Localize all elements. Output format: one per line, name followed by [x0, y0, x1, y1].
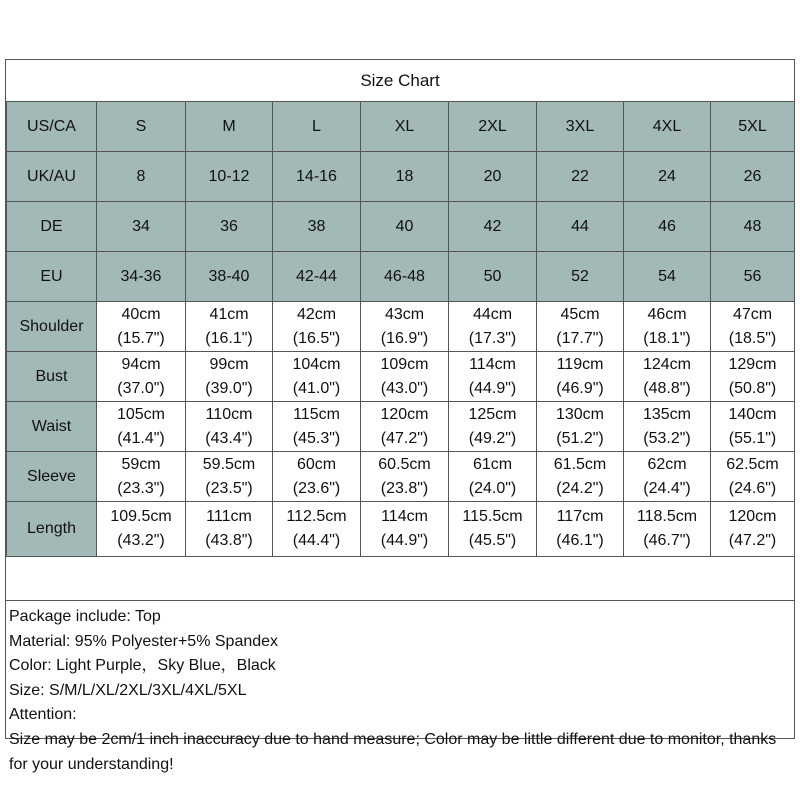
size-cell: 40	[361, 202, 449, 252]
cm-value: 140cm	[728, 405, 777, 423]
cm-value: 59.5cm	[202, 455, 256, 473]
measure-cell	[273, 352, 361, 402]
cm-value: 125cm	[468, 405, 517, 423]
inch-value: (18.5")	[728, 329, 777, 347]
measure-cell	[273, 502, 361, 557]
measure-cell	[537, 302, 624, 352]
measure-cell	[273, 302, 361, 352]
row-label: DE	[7, 202, 97, 252]
measure-cell	[711, 502, 795, 557]
cm-value: 94cm	[121, 355, 161, 373]
inch-value: (55.1")	[728, 429, 777, 447]
cm-value: 62.5cm	[726, 455, 779, 473]
measure-cell	[361, 402, 449, 452]
inch-value: (44.4")	[292, 532, 341, 549]
measure-cell	[186, 402, 273, 452]
cm-value: 60.5cm	[378, 455, 431, 473]
size-cell: 20	[449, 152, 537, 202]
cm-value: 115cm	[293, 405, 340, 423]
measure-cell	[537, 502, 624, 557]
size-cell: 46	[624, 202, 711, 252]
note-line: Color: Light Purple，Sky Blue，Black	[9, 657, 276, 675]
size-cell: 46-48	[361, 252, 449, 302]
size-cell: 4XL	[624, 102, 711, 152]
inch-value: (47.2")	[380, 429, 429, 447]
inch-value: (46.1")	[556, 532, 604, 549]
measure-cell	[449, 502, 537, 557]
row-label: EU	[7, 252, 97, 302]
size-cell: 56	[711, 252, 795, 302]
row-label: UK/AU	[7, 152, 97, 202]
row-label: Bust	[7, 352, 97, 402]
inch-value: (46.7")	[643, 532, 691, 549]
row-label: Shoulder	[7, 302, 97, 352]
size-cell: 42	[449, 202, 537, 252]
size-chart	[5, 59, 795, 773]
inch-value: (23.3")	[117, 479, 165, 497]
measure-row	[7, 502, 795, 557]
inch-value: (47.2")	[728, 532, 777, 549]
inch-value: (23.6")	[292, 479, 341, 497]
measure-cell	[186, 452, 273, 502]
size-cell: 48	[711, 202, 795, 252]
cm-value: 119cm	[556, 355, 604, 373]
inch-value: (48.8")	[643, 379, 691, 397]
measure-cell	[449, 302, 537, 352]
note-line: Material: 95% Polyester+5% Spandex	[9, 632, 279, 650]
product-notes	[6, 600, 794, 777]
measure-cell	[537, 352, 624, 402]
size-cell: 14-16	[273, 152, 361, 202]
inch-value: (44.9")	[468, 379, 517, 397]
inch-value: (41.4")	[117, 429, 165, 447]
size-cell: 24	[624, 152, 711, 202]
cm-value: 109cm	[380, 355, 429, 373]
measure-cell	[449, 452, 537, 502]
chart-title: Size Chart	[6, 60, 794, 102]
inch-value: (24.2")	[556, 479, 604, 497]
inch-value: (43.2")	[117, 532, 165, 549]
cm-value: 104cm	[292, 355, 341, 373]
inch-value: (43.0")	[380, 379, 429, 397]
cm-value: 129cm	[728, 355, 777, 373]
measure-cell	[186, 352, 273, 402]
size-cell: 42-44	[273, 252, 361, 302]
cm-value: 60cm	[296, 455, 337, 473]
size-cell: 26	[711, 152, 795, 202]
measure-cell	[97, 452, 186, 502]
size-cell: S	[97, 102, 186, 152]
measure-cell	[97, 402, 186, 452]
inch-value: (50.8")	[728, 379, 777, 397]
cm-value: 118.5cm	[636, 508, 698, 525]
size-cell: 18	[361, 152, 449, 202]
inch-value: (43.8")	[205, 532, 253, 549]
size-cell: 10-12	[186, 152, 273, 202]
size-cell: M	[186, 102, 273, 152]
inch-value: (17.7")	[556, 329, 604, 347]
measure-cell	[624, 452, 711, 502]
measure-row	[7, 452, 795, 502]
cm-value: 42cm	[296, 305, 337, 323]
cm-value: 109.5cm	[110, 508, 172, 525]
measure-cell	[537, 402, 624, 452]
cm-value: 111cm	[206, 508, 252, 525]
cm-value: 124cm	[642, 355, 692, 373]
measure-cell	[97, 302, 186, 352]
measure-cell	[537, 452, 624, 502]
cm-value: 43cm	[384, 305, 425, 323]
cm-value: 130cm	[555, 405, 605, 423]
cm-value: 117cm	[556, 508, 604, 525]
cm-value: 120cm	[728, 508, 777, 525]
cm-value: 45cm	[560, 305, 600, 323]
cm-value: 114cm	[469, 355, 516, 373]
inch-value: (49.2")	[468, 429, 517, 447]
size-cell: 34	[97, 202, 186, 252]
measure-cell	[449, 402, 537, 452]
note-line: Size may be 2cm/1 inch inaccuracy due to hand measure; Color may be little different due to monitor, thanks for your understanding!	[9, 730, 781, 773]
size-cell: 22	[537, 152, 624, 202]
cm-value: 112.5cm	[286, 508, 347, 525]
inch-value: (16.9")	[380, 329, 429, 347]
measure-cell	[186, 302, 273, 352]
size-cell: 5XL	[711, 102, 795, 152]
measure-cell	[624, 302, 711, 352]
measure-cell	[624, 502, 711, 557]
measure-cell	[361, 302, 449, 352]
size-cell: L	[273, 102, 361, 152]
measure-cell	[624, 352, 711, 402]
size-cell: 36	[186, 202, 273, 252]
size-row	[7, 252, 795, 302]
size-row	[7, 202, 795, 252]
size-cell: 44	[537, 202, 624, 252]
inch-value: (23.8")	[380, 479, 429, 497]
measure-cell	[361, 352, 449, 402]
size-cell: 38	[273, 202, 361, 252]
inch-value: (45.3")	[292, 429, 341, 447]
size-cell: 2XL	[449, 102, 537, 152]
row-label: US/CA	[7, 102, 97, 152]
measure-row	[7, 352, 795, 402]
cm-value: 41cm	[209, 305, 249, 323]
cm-value: 47cm	[732, 305, 773, 323]
cm-value: 46cm	[647, 305, 687, 323]
cm-value: 99cm	[209, 355, 249, 373]
cm-value: 120cm	[380, 405, 429, 423]
measure-cell	[711, 452, 795, 502]
row-label: Waist	[7, 402, 97, 452]
inch-value: (43.4")	[205, 429, 253, 447]
measure-cell	[711, 352, 795, 402]
note-line: Size: S/M/L/XL/2XL/3XL/4XL/5XL	[9, 681, 247, 699]
measure-cell	[273, 452, 361, 502]
size-cell: 50	[449, 252, 537, 302]
inch-value: (18.1")	[643, 329, 691, 347]
inch-value: (17.3")	[468, 329, 517, 347]
measure-row	[7, 302, 795, 352]
size-row	[7, 102, 795, 152]
inch-value: (41.0")	[292, 379, 341, 397]
cm-value: 40cm	[121, 305, 161, 323]
size-cell: 3XL	[537, 102, 624, 152]
note-line: Package include: Top	[9, 608, 161, 625]
inch-value: (24.0")	[468, 479, 517, 497]
measure-cell	[711, 302, 795, 352]
cm-value: 44cm	[472, 305, 513, 323]
size-table	[6, 101, 795, 557]
cm-value: 135cm	[642, 405, 692, 423]
inch-value: (44.9")	[380, 532, 429, 549]
measure-cell	[273, 402, 361, 452]
cm-value: 62cm	[647, 455, 687, 473]
inch-value: (37.0")	[117, 379, 165, 397]
cm-value: 110cm	[205, 405, 253, 423]
cm-value: 105cm	[116, 405, 166, 423]
measure-cell	[97, 352, 186, 402]
inch-value: (23.5")	[205, 479, 253, 497]
cm-value: 114cm	[381, 508, 428, 525]
inch-value: (39.0")	[205, 379, 253, 397]
row-label: Length	[7, 502, 97, 557]
inch-value: (16.5")	[292, 329, 341, 347]
cm-value: 115.5cm	[462, 508, 523, 525]
row-label: Sleeve	[7, 452, 97, 502]
inch-value: (15.7")	[117, 329, 165, 347]
inch-value: (53.2")	[643, 429, 691, 447]
measure-cell	[361, 502, 449, 557]
inch-value: (16.1")	[205, 329, 253, 347]
size-cell: XL	[361, 102, 449, 152]
size-cell: 34-36	[97, 252, 186, 302]
measure-cell	[361, 452, 449, 502]
size-row	[7, 152, 795, 202]
measure-row	[7, 402, 795, 452]
size-cell: 54	[624, 252, 711, 302]
inch-value: (51.2")	[556, 429, 604, 447]
inch-value: (46.9")	[556, 379, 604, 397]
inch-value: (45.5")	[468, 532, 517, 549]
measure-cell	[186, 502, 273, 557]
measure-cell	[711, 402, 795, 452]
measure-cell	[624, 402, 711, 452]
cm-value: 61cm	[472, 455, 513, 473]
size-cell: 8	[97, 152, 186, 202]
inch-value: (24.6")	[728, 479, 777, 497]
measure-cell	[97, 502, 186, 557]
inch-value: (24.4")	[643, 479, 691, 497]
cm-value: 59cm	[121, 455, 161, 473]
size-cell: 38-40	[186, 252, 273, 302]
note-line: Attention:	[9, 706, 77, 724]
cm-value: 61.5cm	[553, 455, 607, 473]
measure-cell	[449, 352, 537, 402]
size-cell: 52	[537, 252, 624, 302]
